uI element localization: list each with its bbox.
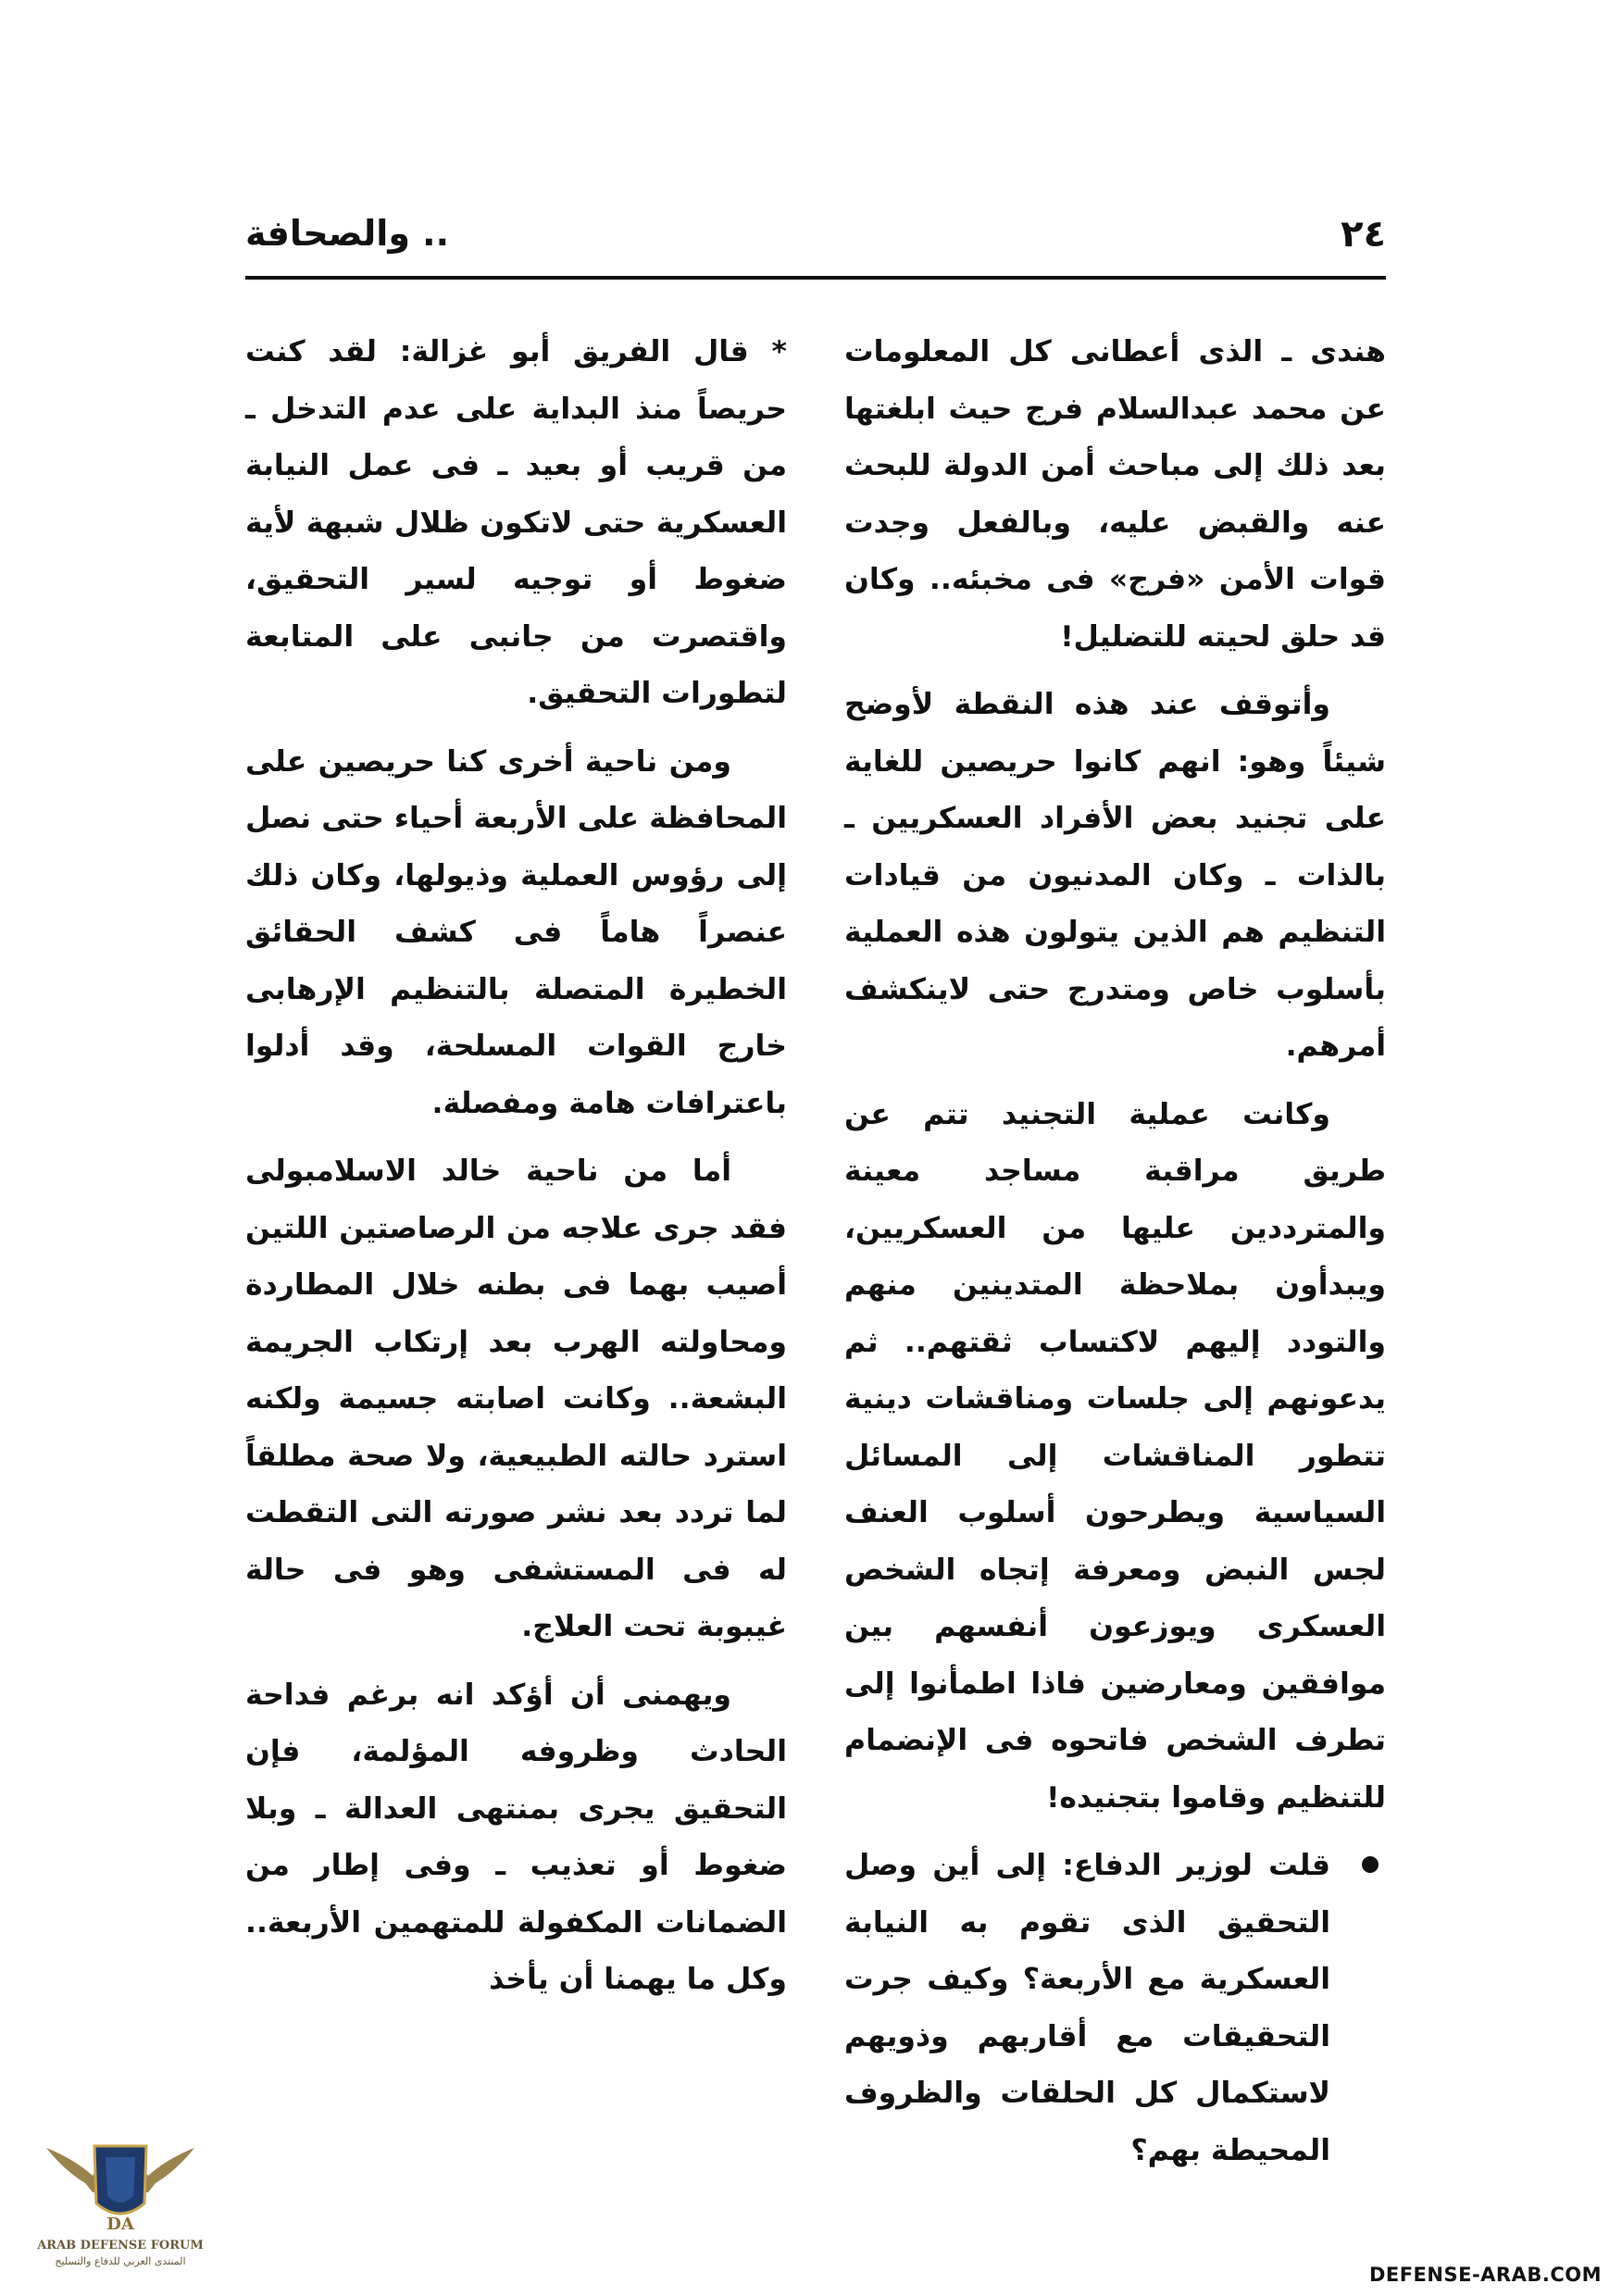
running-title: .. والصحافة — [245, 213, 450, 254]
logo-caption: ARAB DEFENSE FORUM — [37, 2239, 204, 2252]
logo-caption-arabic: المنتدى العربي للدفاع والتسليح — [55, 2255, 186, 2267]
paragraph: هندى ـ الذى أعطانى كل المعلومات عن محمد عبدالسلام فرج حيث ابلغتها بعد ذلك إلى مباحث أمن الدولة للبحث عنه والقبض عليه، وبالفعل وجدت قوات الأمن «فرج» فى مخبئه.. وكان قد حلق لحيته للتضليل! — [844, 335, 1386, 654]
forum-logo — [37, 2120, 204, 2277]
paragraph: أما من ناحية خالد الاسلامبولى فقد جرى علاجه من الرصاصتين اللتين أصيب بهما فى بطنه خلال المطاردة ومحاولته الهرب بعد إرتكاب الجريمة البشعة.. وكانت اصابته جسيمة ولكنه استرد حالته الطبيعية، ولا صحة مطلقاً لما تردد بعد نشر صورته التى التقطت له فى المستشفى وهو فى حالة غيبوبة تحت العلاج. — [245, 1154, 787, 1643]
bullet-question — [844, 1838, 1386, 2179]
paragraph: ومن ناحية أخرى كنا حريصين على المحافظة على الأربعة أحياء حتى نصل إلى رؤوس العملية وذيولها، وكان ذلك عنصراً هاماً فى كشف الحقائق الخطيرة المتصلة بالتنظيم الإرهابى خارج القوات المسلحة، وقد أدلوا باعترافات هامة ومفصلة. — [245, 744, 787, 1120]
page-header — [245, 213, 1386, 268]
page-number: ٢٤ — [1341, 213, 1386, 256]
paragraph: ويهمنى أن أؤكد انه برغم فداحة الحادث وظروفه المؤلمة، فإن التحقيق يجرى بمنتهى العدالة ـ وبلا ضغوط أو تعذيب ـ وفى إطار من الضمانات المكفولة للمتهمين الأربعة.. وكل ما يهمنا أن يأخذ — [245, 1678, 787, 1996]
paragraph: وكانت عملية التجنيد تتم عن طريق مراقبة مساجد معينة والمترددين عليها من العسكريين، ويبدأون بملاحظة المتدينين منهم والتودد إليهم لاكتساب ثقتهم.. ثم يدعونهم إلى جلسات ومناقشات دينية تتطور المناقشات إلى المسائل السياسية ويطرحون أسلوب العنف لجس النبض ومعرفة إتجاه الشخص العسكرى ويوزعون أنفسهم بين موافقين ومعارضين فاذا اطمأنوا إلى تطرف الشخص فاتحوه فى الإنضمام للتنظيم وقاموا بتجنيده! — [844, 1097, 1386, 1815]
right-column — [844, 324, 1386, 2190]
left-column — [245, 324, 787, 2020]
paragraph: * قال الفريق أبو غزالة: لقد كنت حريصاً منذ البداية على عدم التدخل ـ من قريب أو بعيد ـ فى عمل النيابة العسكرية حتى لاتكون ظلال شبهة لأية ضغوط أو توجيه لسير التحقيق، واقتصرت من جانبى على المتابعة لتطورات التحقيق. — [245, 335, 787, 710]
header-rule — [245, 276, 1386, 280]
website-url: DEFENSE-ARAB.COM — [1368, 2264, 1602, 2286]
paragraph: قلت لوزير الدفاع: إلى أين وصل التحقيق الذى تقوم به النيابة العسكرية مع الأربعة؟ وكيف جرت التحقيقات مع أقاربهم وذويهم لاستكمال كل الحلقات والظروف المحيطة بهم؟ — [844, 1849, 1330, 2167]
logo-mark: DA — [106, 2215, 134, 2234]
paragraph: وأتوقف عند هذه النقطة لأوضح شيئاً وهو: انهم كانوا حريصين للغاية على تجنيد بعض الأفراد العسكريين ـ بالذات ـ وكان المدنيون من قيادات التنظيم هم الذين يتولون هذه العملية بأسلوب خاص ومتدرج حتى لاينكشف أمرهم. — [844, 688, 1386, 1063]
bullet-icon — [1362, 1856, 1379, 1873]
shield-icon — [37, 2120, 204, 2240]
